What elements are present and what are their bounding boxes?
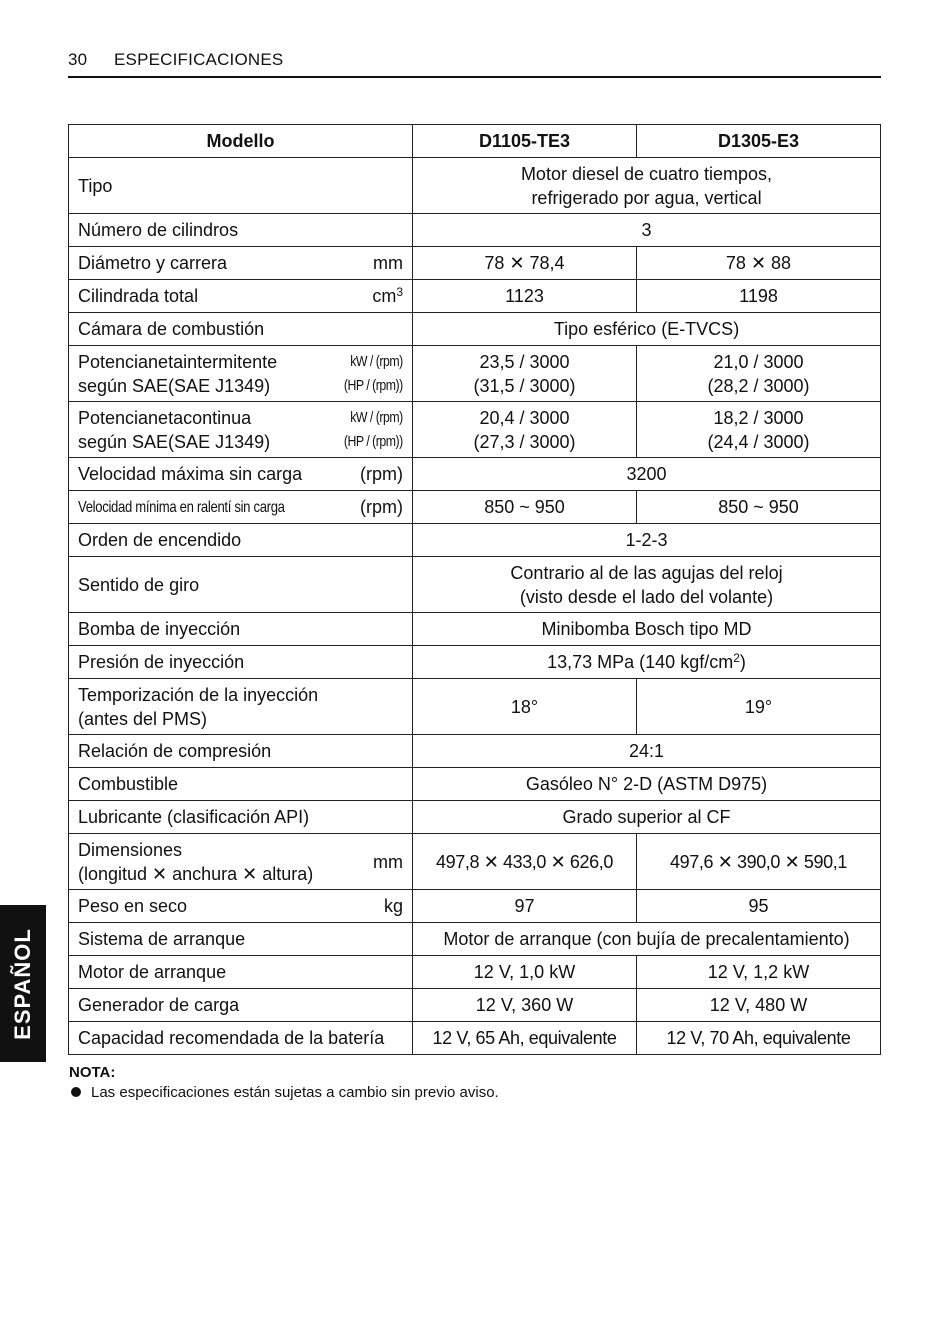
table-row: [69, 834, 881, 890]
row-unit: mm: [373, 253, 403, 273]
row-value: 1-2-3: [413, 524, 881, 557]
value-d1105: 12 V, 1,0 kW: [413, 956, 637, 989]
row-value: Grado superior al CF: [413, 801, 881, 834]
row-unit: kg: [383, 896, 403, 916]
table-row: [69, 557, 881, 613]
row-value: Minibomba Bosch tipo MD: [413, 613, 881, 646]
value-d1305: 18,2 / 3000 (24,4 / 3000): [637, 402, 881, 458]
row-label: Diámetro y carrera: [78, 253, 228, 273]
value-d1105: 78 ✕ 78,4: [413, 247, 637, 280]
row-label: Capacidad recomendada de la batería: [78, 1028, 385, 1048]
row-label: Generador de carga: [78, 995, 240, 1015]
row-label: Potencianetacontinua según SAE(SAE J1349): [78, 407, 271, 452]
row-unit: kW / (rpm) (HP / (rpm)): [344, 408, 403, 450]
table-row: [69, 524, 881, 557]
value-d1305: 78 ✕ 88: [637, 247, 881, 280]
table-row: [69, 491, 881, 524]
table-row: [69, 158, 881, 214]
row-value: Gasóleo N° 2-D (ASTM D975): [413, 768, 881, 801]
value-d1305: 95: [637, 890, 881, 923]
table-row: [69, 613, 881, 646]
value-d1105: 20,4 / 3000 (27,3 / 3000): [413, 402, 637, 458]
table-row: [69, 801, 881, 834]
row-label: Combustible: [78, 774, 179, 794]
row-label: Motor de arranque: [78, 962, 227, 982]
table-row: [69, 735, 881, 768]
row-label: Peso en seco: [78, 896, 188, 916]
row-label: Lubricante (clasificación API): [78, 807, 310, 827]
table-row: [69, 956, 881, 989]
header-d1305: D1305-E3: [637, 125, 881, 158]
table-row: [69, 313, 881, 346]
row-label: Bomba de inyección: [78, 619, 241, 639]
bullet-icon: [71, 1087, 81, 1097]
row-label: Sistema de arranque: [78, 929, 246, 949]
header-d1105: D1105-TE3: [413, 125, 637, 158]
value-d1305: 850 ~ 950: [637, 491, 881, 524]
note-title: NOTA:: [69, 1064, 116, 1081]
row-value: 3200: [413, 458, 881, 491]
value-d1105: 497,8 ✕ 433,0 ✕ 626,0: [413, 834, 637, 890]
row-unit: kW / (rpm) (HP / (rpm)): [344, 352, 403, 394]
header-model: Modello: [69, 125, 413, 158]
value-d1305: 21,0 / 3000 (28,2 / 3000): [637, 346, 881, 402]
row-label: Tipo: [78, 175, 113, 196]
row-label: Sentido de giro: [78, 574, 200, 595]
row-unit: mm: [373, 851, 403, 872]
table-row: [69, 1022, 881, 1055]
value-d1105: 12 V, 65 Ah, equivalente: [413, 1022, 637, 1055]
row-value: Tipo esférico (E-TVCS): [413, 313, 881, 346]
page-header: [68, 50, 881, 78]
table-row: [69, 646, 881, 679]
row-unit: (rpm): [360, 497, 403, 517]
value-d1305: 19°: [637, 679, 881, 735]
page-number: 30: [68, 50, 88, 69]
note-item: Las especificaciones están sujetas a cambio sin previo aviso.: [69, 1084, 882, 1101]
row-value: refrigerado por agua, vertical: [531, 187, 762, 208]
row-value: (visto desde el lado del volante): [519, 586, 774, 607]
row-label: Velocidad máxima sin carga: [78, 464, 303, 484]
row-label: Número de cilindros: [78, 220, 239, 240]
row-label: Orden de encendido: [78, 530, 242, 550]
row-label: Temporización de la inyección (antes del PMS): [78, 684, 319, 729]
row-label: Dimensiones (longitud ✕ anchura ✕ altura): [78, 839, 314, 884]
table-row: [69, 679, 881, 735]
table-row: [69, 402, 881, 458]
value-d1305: 1198: [637, 280, 881, 313]
table-row: [69, 346, 881, 402]
table-row: [69, 923, 881, 956]
table-row: [69, 214, 881, 247]
value-d1305: 12 V, 480 W: [637, 989, 881, 1022]
language-label: ESPAÑOL: [10, 927, 35, 1040]
note-section: [69, 1064, 882, 1101]
row-label: Cilindrada total: [78, 286, 199, 306]
table-row: [69, 890, 881, 923]
specifications-table: [68, 124, 881, 1055]
value-d1305: 497,6 ✕ 390,0 ✕ 590,1: [637, 834, 881, 890]
row-value: 24:1: [413, 735, 881, 768]
table-row: [69, 280, 881, 313]
table-header-row: [69, 125, 881, 158]
value-d1305: 12 V, 1,2 kW: [637, 956, 881, 989]
row-value: Motor de arranque (con bujía de precalentamiento): [413, 923, 881, 956]
row-value: 3: [413, 214, 881, 247]
value-d1105: 1123: [413, 280, 637, 313]
value-d1305: 12 V, 70 Ah, equivalente: [637, 1022, 881, 1055]
value-d1105: 850 ~ 950: [413, 491, 637, 524]
row-value: Motor diesel de cuatro tiempos,: [520, 163, 773, 184]
table-row: [69, 247, 881, 280]
row-label: Relación de compresión: [78, 741, 272, 761]
row-value: Contrario al de las agujas del reloj: [510, 562, 783, 583]
language-side-tab: [0, 905, 46, 1062]
row-label: Presión de inyección: [78, 652, 245, 672]
row-label: Cámara de combustión: [78, 319, 265, 339]
table-row: [69, 768, 881, 801]
value-d1105: 18°: [413, 679, 637, 735]
value-d1105: 12 V, 360 W: [413, 989, 637, 1022]
row-unit: $cm^3$: [372, 285, 403, 306]
row-value: 13,73 MPa (140 kgf/$cm^2$): [413, 646, 881, 679]
row-label: Velocidad mínima en ralentí sin carga: [78, 499, 285, 516]
value-d1105: 97: [413, 890, 637, 923]
table-row: [69, 458, 881, 491]
row-label: Potencianetaintermitente según SAE(SAE J1349): [78, 351, 278, 396]
value-d1105: 23,5 / 3000 (31,5 / 3000): [413, 346, 637, 402]
section-title: ESPECIFICACIONES: [114, 50, 284, 69]
table-row: [69, 989, 881, 1022]
row-unit: (rpm): [360, 464, 403, 484]
